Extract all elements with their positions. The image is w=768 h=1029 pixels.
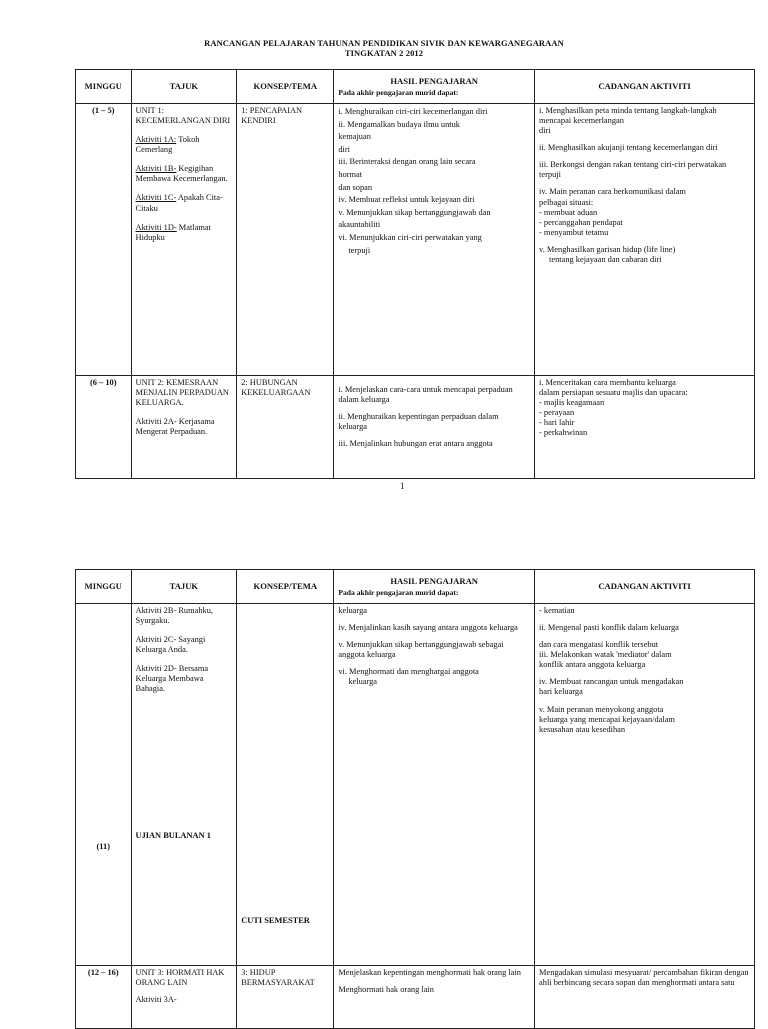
hasil-item: Menjelaskan kepentingan menghormati hak orang lain: [338, 968, 521, 977]
cadangan-item: keluarga yang mencapai kejayaan/dalam: [539, 714, 675, 724]
hasil-item: Menghormati hak orang lain: [338, 985, 434, 995]
col-header-minggu: MINGGU: [76, 70, 132, 104]
tajuk-cell: [131, 604, 237, 966]
col-header-tajuk: TAJUK: [131, 70, 237, 104]
plan-table-page-1: [75, 69, 755, 479]
col-header-cadangan: CADANGAN AKTIVITI: [535, 70, 755, 104]
hasil-item: v. Menunjukkan sikap bertanggungjawab sebagai anggota keluarga: [338, 640, 504, 660]
cadangan-item: diri: [539, 126, 551, 136]
cadangan-item: i. Menghasilkan peta minda tentang langkah-langkah mencapai kecemerlangan: [539, 106, 717, 126]
cadangan-item: ii. Menghasilkan akujanji tentang kecemerlangan diri: [539, 143, 718, 153]
cadangan-item: - membuat aduan: [539, 207, 598, 217]
activity-item: Aktiviti 1B- Kegigihan Membawa Kecemerlangan.: [135, 164, 228, 184]
hasil-cell: [334, 604, 535, 966]
minggu-cell: (6 – 10): [76, 376, 132, 479]
cadangan-item: tentang kejayaan dan cabaran diri: [549, 254, 662, 264]
tajuk-cell: [131, 104, 237, 376]
activity-item: Aktiviti 3A-: [135, 995, 177, 1005]
konsep-cell: 2: HUBUNGAN KEKELUARGAAN: [237, 376, 334, 479]
konsep-cell: [237, 604, 334, 966]
hasil-cell: [334, 376, 535, 479]
table-header-row: [76, 70, 755, 104]
cadangan-item: ii. Mengenal pasti konflik dalam keluarga: [539, 623, 679, 633]
hasil-item: dan sopan: [338, 182, 373, 192]
activity-item: Aktiviti 2B- Rumahku, Syurgaku.: [135, 606, 213, 626]
table-row: [76, 104, 755, 376]
cadangan-item: iv. Membuat rancangan untuk mengadakan: [539, 677, 684, 687]
tajuk-cell: [131, 376, 237, 479]
unit-title: UNIT 3: HORMATI HAK ORANG LAIN: [135, 968, 225, 988]
hasil-item: iv. Menjalinkan kasih sayang antara anggota keluarga: [338, 623, 518, 633]
document-title: RANCANGAN PELAJARAN TAHUNAN PENDIDIKAN SIVIK DAN KEWARGANEGARAAN: [204, 38, 564, 48]
hasil-item: vi. Menunjukkan ciri-ciri perwatakan yang: [338, 233, 482, 243]
activity-item: Aktiviti 1A: Tokoh Cemerlang: [135, 135, 200, 155]
hasil-header-label: HASIL PENGAJARAN: [390, 76, 478, 87]
cadangan-item: iii. Melakonkan watak 'mediator' dalam: [539, 650, 672, 660]
activity-item: Aktiviti 1D- Matlamat Hidupku: [135, 222, 211, 242]
hasil-item: vi. Menghormati dan menghargai anggota: [338, 667, 479, 677]
table-row: [76, 376, 755, 479]
minggu-cell: [76, 604, 132, 966]
activity-item: Aktiviti 2C- Sayangi Keluarga Anda.: [135, 635, 206, 655]
cadangan-item: v. Main peranan menyokong anggota: [539, 704, 664, 714]
minggu-cell: (1 – 5): [76, 104, 132, 376]
cadangan-cell: [535, 104, 755, 376]
konsep-cell: 1: PENCAPAIAN KENDIRI: [237, 104, 334, 376]
cadangan-item: pelbagai situasi:: [539, 197, 594, 207]
cadangan-item: - menyambut tetamu: [539, 227, 609, 237]
hasil-item: iv. Membuat refleksi untuk kejayaan diri: [338, 195, 475, 205]
hasil-header-sub: Pada akhir pengajaran murid dapat:: [338, 87, 459, 97]
hasil-item: akauntabiliti: [338, 220, 381, 230]
hasil-header-label: HASIL PENGAJARAN: [390, 576, 478, 587]
hasil-cell: [334, 966, 535, 1029]
cadangan-item: kesusahan atau kesedihan: [539, 724, 626, 734]
hasil-item: keluarga: [338, 422, 368, 432]
cadangan-item: dalam persiapan sesuatu majlis dan upacara:: [539, 388, 688, 398]
hasil-item: i. Menjelaskan cara-cara untuk mencapai perpaduan dalam keluarga: [338, 385, 513, 405]
cadangan-item: i. Menceritakan cara membantu keluarga: [539, 378, 676, 387]
document-subtitle: TINGKATAN 2 2012: [344, 48, 424, 58]
cadangan-item: konflik antara anggota keluarga: [539, 660, 646, 670]
hasil-item: hormat: [338, 170, 363, 180]
hasil-item: ii. Mengamalkan budaya ilmu untuk: [338, 119, 460, 129]
hasil-item: v. Menunjukkan sikap bertanggungjawab dan: [338, 207, 491, 217]
cadangan-item: - kematian: [539, 606, 575, 615]
activity-item: Aktiviti 1C- Apakah Cita- Citaku: [135, 193, 223, 213]
cadangan-item: - perayaan: [539, 408, 575, 418]
cadangan-item: dan cara mengatasi konflik tersebut: [539, 640, 659, 650]
table-row: [76, 604, 755, 966]
cadangan-cell: [535, 604, 755, 966]
col-header-hasil: [334, 70, 535, 104]
hasil-item: keluarga: [348, 677, 378, 687]
ujian-label: UJIAN BULANAN 1: [135, 830, 211, 840]
minggu-cell: (12 – 16): [76, 966, 132, 1029]
col-header-minggu: MINGGU: [76, 570, 132, 604]
hasil-item: iii. Menjalinkan hubungan erat antara anggota: [338, 439, 493, 449]
cadangan-cell: Mengadakan simulasi mesyuarat/ percambahan fikiran dengan ahli berbincang secara sopan dan menghormati antara satu: [535, 966, 755, 1029]
hasil-cell: [334, 104, 535, 376]
cuti-label: CUTI SEMESTER: [241, 916, 310, 925]
page-number: 1: [400, 481, 405, 491]
hasil-item: diri: [338, 144, 350, 154]
hasil-item: ii. Menghuraikan kepentingan perpaduan dalam: [338, 412, 499, 422]
col-header-hasil: [334, 570, 535, 604]
cadangan-item: - perkahwinan: [539, 428, 588, 438]
cadangan-item: iii. Berkongsi dengan rakan tentang ciri-ciri perwatakan terpuji: [539, 160, 727, 180]
table-row: [76, 966, 755, 1029]
cadangan-item: - hari lahir: [539, 418, 575, 428]
unit-title: UNIT 1: KECEMERLANGAN DIRI: [135, 106, 231, 126]
hasil-item: iii. Berinteraksi dengan orang lain secara: [338, 157, 476, 167]
cadangan-item: hari keluarga: [539, 687, 583, 697]
col-header-tajuk: TAJUK: [131, 570, 237, 604]
hasil-header-sub: Pada akhir pengajaran murid dapat:: [338, 587, 459, 597]
hasil-item: keluarga: [338, 606, 368, 615]
tajuk-cell: [131, 966, 237, 1029]
cadangan-cell: [535, 376, 755, 479]
hasil-item: terpuji: [348, 245, 371, 255]
minggu-11-label: (11): [96, 842, 110, 851]
hasil-item: i. Menghuraikan ciri-ciri kecemerlangan diri: [338, 107, 488, 116]
unit-title: UNIT 2: KEMESRAAN MENJALIN PERPADUAN KELUARGA.: [135, 378, 229, 408]
col-header-konsep: KONSEP/TEMA: [237, 570, 334, 604]
activity-item: Aktiviti 2A- Kerjasama Mengerat Perpaduan.: [135, 417, 215, 437]
table-header-row: [76, 570, 755, 604]
cadangan-item: v. Menghasilkan garisan hidup (life line): [539, 244, 676, 254]
col-header-konsep: KONSEP/TEMA: [237, 70, 334, 104]
konsep-cell: 3: HIDUP BERMASYARAKAT: [237, 966, 334, 1029]
cadangan-item: iv. Main peranan cara berkomunikasi dalam: [539, 187, 686, 197]
hasil-item: kemajuan: [338, 132, 371, 142]
activity-item: Aktiviti 2D- Bersama Keluarga Membawa Bahagia.: [135, 664, 209, 694]
col-header-cadangan: CADANGAN AKTIVITI: [535, 570, 755, 604]
plan-table-page-2: [75, 569, 755, 1029]
cadangan-item: - majlis keagamaan: [539, 398, 605, 408]
cadangan-item: - percanggahan pendapat: [539, 217, 623, 227]
